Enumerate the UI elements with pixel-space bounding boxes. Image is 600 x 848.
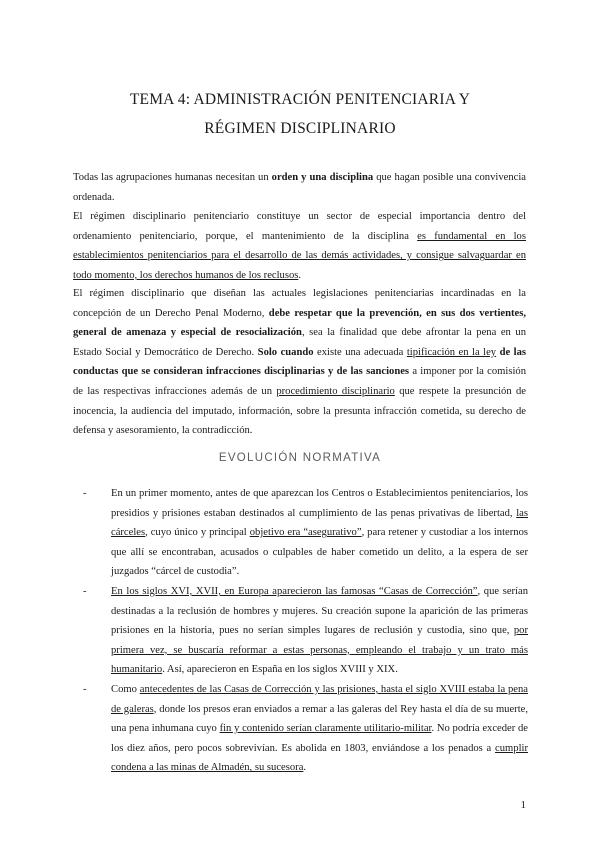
text-run: . No podría exceder de los diez años, pero pocos sobrevivían. Es abolida en 1803, enviándose a los penados a — [111, 723, 528, 754]
bold-text: orden y una disciplina — [271, 172, 374, 183]
bold-text: debe respetar que la prevención, en sus dos vertientes, general de amenaza y especial de resocialización — [73, 307, 527, 339]
text-run: . Así, aparecieron en España en los siglos XVIII y XIX. — [162, 664, 398, 676]
text-run: que respete la presunción de inocencia, la audiencia del imputado, información, sobre la presunta infracción cometida, su derecho de defensa y asesoramiento, la contradicción. — [73, 385, 526, 437]
underlined-text: objetivo era “asegurativo” — [249, 527, 362, 539]
bullet-dash: - — [83, 488, 87, 499]
text-run: . — [303, 762, 307, 774]
intro-paragraph-1 — [73, 168, 526, 207]
section-heading: EVOLUCIÓN NORMATIVA — [218, 452, 382, 464]
underlined-text: fin y contenido serían claramente utilitario-militar — [219, 723, 432, 735]
text-run: a imponer por la comisión de las respectivas infracciones además de un — [73, 366, 526, 397]
underlined-text: tipificación en la ley — [406, 346, 497, 358]
text-run: Como — [111, 683, 140, 695]
bullet-list — [83, 484, 528, 778]
list-item — [83, 582, 528, 680]
underlined-text: es fundamental en los establecimientos penitenciarios para el desarrollo de las demás actividades, y consigue salvaguardar en todo momento, los derechos humanos de los reclusos — [73, 230, 526, 281]
text-run: Todas las agrupaciones humanas necesitan un — [73, 172, 272, 183]
list-item — [83, 484, 528, 582]
text-run: El régimen disciplinario penitenciario constituye un sector de especial importancia dentro del ordenamiento penitenciario, porque, el mantenimiento de la disciplina — [73, 211, 526, 242]
underlined-text: antecedentes de las Casas de Corrección y las prisiones, hasta el siglo XVIII estaba la pena de galeras, — [111, 683, 528, 715]
document-title-line-1: TEMA 4: ADMINISTRACIÓN PENITENCIARIA Y — [129, 91, 471, 108]
text-run: , que serían destinadas a la reclusión de hombres y mujeres. Su creación supone la aparición de las primeras prisiones en la historia, pues no serían simples lugares de reclusión y custodia, sino que, — [111, 585, 528, 637]
bullet-dash: - — [83, 585, 87, 597]
page-number: 1 — [520, 799, 526, 811]
text-run: En un primer momento, antes de que aparezcan los Centros o Establecimientos penitenciarios, los presidios y prisiones estaban destinados al cumplimiento de las penas privativas de libertad, — [111, 488, 528, 519]
text-run: . — [298, 269, 302, 281]
bold-text: de las conductas que se consideran infracciones disciplinarias y de las sanciones — [73, 346, 527, 378]
underlined-text: En los siglos XVI, XVII, en Europa aparecieron las famosas “Casas de Corrección” — [111, 585, 478, 597]
text-run: existe una adecuada — [313, 346, 407, 358]
text-run: que hagan posible una convivencia ordenada. — [73, 172, 526, 203]
underlined-text: las cárceles — [111, 507, 528, 539]
bullet-dash: - — [83, 683, 87, 695]
bold-text: Solo cuando — [257, 346, 314, 358]
intro-paragraph-3 — [73, 284, 526, 441]
text-run: El régimen disciplinario que diseñan las actuales legislaciones penitenciarias incardinadas en la concepción de un Derecho Penal Moderno, — [73, 288, 526, 319]
text-run: , cuyo único y principal — [145, 527, 250, 539]
text-run: , sea la finalidad que debe afrontar la pena en un Estado Social y Democrático de Derecho. — [73, 327, 526, 358]
underlined-text: cumplir condena a las minas de Almadén, su sucesora — [111, 742, 528, 774]
text-run: donde los presos eran enviados a remar a las galeras del Rey hasta el día de su muerte, una pena inhumana cuyo — [111, 703, 529, 735]
underlined-text: procedimiento disciplinario — [276, 385, 395, 397]
list-item — [83, 680, 528, 778]
intro-paragraph-2 — [73, 207, 526, 285]
text-run: , para retener y custodiar a los internos que allí se encontraban, acusados o culpables de haber cometido un delito, a la espera de ser juzgados “cárcel de custodia”. — [111, 527, 528, 578]
document-title-line-2: RÉGIMEN DISCIPLINARIO — [204, 120, 396, 137]
underlined-text: por primera vez, se buscaría reformar a estas personas, empleando el trabajo y un trato más humanitario — [111, 625, 528, 676]
